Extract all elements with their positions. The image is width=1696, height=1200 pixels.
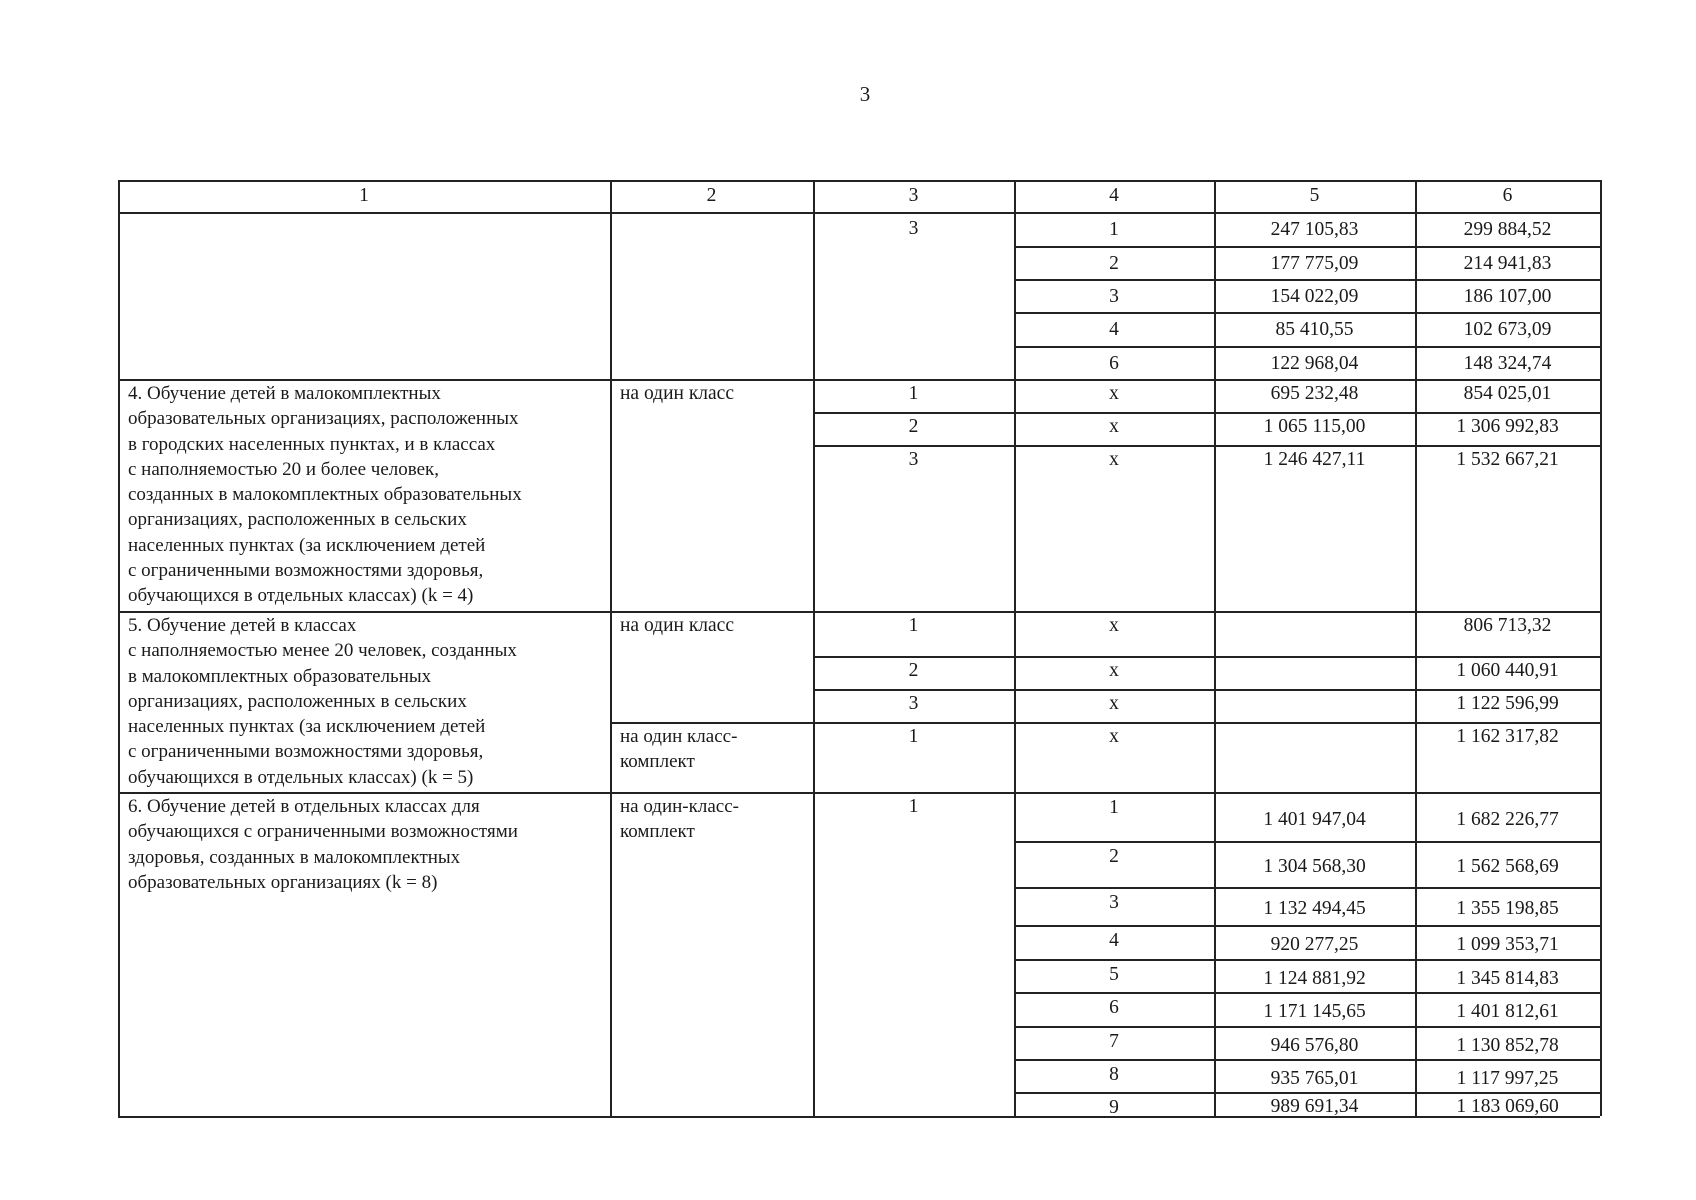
value-col6: 806 713,32 xyxy=(1463,615,1552,636)
section-4-description-line: образовательных организациях, расположенных xyxy=(128,408,519,430)
value-col5: 1 065 115,00 xyxy=(1263,416,1366,437)
section-6-unit-line: на один-класс- xyxy=(620,796,739,817)
section-6-description-line: образовательных организациях (k = 8) xyxy=(128,871,438,893)
section-4-description-line: в городских населенных пунктах, и в классах xyxy=(128,433,496,455)
table-rule xyxy=(1014,312,1600,314)
row-index: 1 xyxy=(1109,797,1119,818)
section-4-unit: на один класс xyxy=(620,383,734,404)
column-header-2: 2 xyxy=(706,185,717,206)
section-5-description-line: в малокомплектных образовательных xyxy=(128,665,432,687)
section-5-description-line: с ограниченными возможностями здоровья, xyxy=(128,741,484,763)
value-col5: 122 968,04 xyxy=(1270,353,1359,374)
value-col6: 1 117 997,25 xyxy=(1456,1068,1559,1089)
class-number: 1 xyxy=(908,615,919,636)
column-header-1: 1 xyxy=(359,185,369,206)
section-5-unit-complect-line: на один класс- xyxy=(620,726,738,747)
value-col6: 1 183 069,60 xyxy=(1456,1096,1559,1117)
section-6-description-line: 6. Обучение детей в отдельных классах для xyxy=(128,796,480,817)
table-rule xyxy=(1014,1059,1600,1061)
row-index: 5 xyxy=(1109,964,1119,985)
value-col6: 1 162 317,82 xyxy=(1456,726,1559,747)
value-col6: 186 107,00 xyxy=(1463,286,1552,307)
class-number: 1 xyxy=(908,383,919,404)
value-col5: 1 304 568,30 xyxy=(1263,856,1366,877)
section-4-description-line: созданных в малокомплектных образовательных xyxy=(128,484,522,506)
value-col6: 1 060 440,91 xyxy=(1456,660,1559,681)
row-index: х xyxy=(1109,660,1119,681)
table-rule xyxy=(813,180,815,1116)
section-6-description-line: здоровья, созданных в малокомплектных xyxy=(128,846,461,868)
section-5-description-line: 5. Обучение детей в классах xyxy=(128,615,357,636)
section-5-description-line: с наполняемостью менее 20 человек, созданных xyxy=(128,640,517,662)
section-6-unit-line: комплект xyxy=(620,821,695,843)
section-4-description-line: с ограниченными возможностями здоровья, xyxy=(128,560,484,582)
table-rule xyxy=(118,180,120,1116)
row-index: 1 xyxy=(1109,219,1119,240)
section-4-description-line: обучающихся в отдельных классах) (k = 4) xyxy=(128,585,474,607)
section-4-description-line: организациях, расположенных в сельских xyxy=(128,509,467,531)
section-6-unit xyxy=(620,794,739,845)
class-number: 2 xyxy=(908,660,919,681)
value-col6: 1 130 852,78 xyxy=(1456,1035,1559,1056)
value-col6: 1 306 992,83 xyxy=(1456,416,1559,437)
row-index: 6 xyxy=(1109,353,1119,374)
row-index: 4 xyxy=(1109,930,1119,951)
row-index: 7 xyxy=(1109,1031,1119,1052)
value-col6: 1 532 667,21 xyxy=(1456,449,1559,470)
table-rule xyxy=(118,180,1600,182)
table-rule xyxy=(1014,887,1600,889)
value-col5: 177 775,09 xyxy=(1270,253,1359,274)
value-col6: 1 345 814,83 xyxy=(1456,968,1559,989)
section-5-unit: на один класс xyxy=(620,615,734,636)
table-rule xyxy=(1014,841,1600,843)
row-index: 9 xyxy=(1109,1097,1119,1118)
section-4-description-line: с наполняемостью 20 и более человек, xyxy=(128,458,440,480)
section-4-description-line: 4. Обучение детей в малокомплектных xyxy=(128,383,441,404)
section-4-description-line: населенных пунктах (за исключением детей xyxy=(128,534,486,556)
table-rule xyxy=(1014,959,1600,961)
section-5-description xyxy=(128,613,517,790)
section-5-unit-complect xyxy=(620,724,737,775)
column-header-4: 4 xyxy=(1109,185,1119,206)
table-rule xyxy=(1014,992,1600,994)
value-col5: 946 576,80 xyxy=(1270,1035,1359,1056)
value-col5: 154 022,09 xyxy=(1270,286,1359,307)
row-index: х xyxy=(1109,383,1119,404)
value-col6: 299 884,52 xyxy=(1463,219,1552,240)
row-index: 4 xyxy=(1109,319,1119,340)
table-rule xyxy=(610,180,612,1116)
value-col5: 1 246 427,11 xyxy=(1263,449,1366,470)
value-col6: 148 324,74 xyxy=(1463,353,1552,374)
value-col5: 1 124 881,92 xyxy=(1263,968,1366,989)
value-col5: 1 401 947,04 xyxy=(1263,809,1366,830)
page-number: 3 xyxy=(859,82,871,106)
table-rule xyxy=(1600,180,1602,1116)
group-class-number: 3 xyxy=(908,218,919,239)
value-col5: 1 171 145,65 xyxy=(1263,1001,1366,1022)
value-col6: 1 355 198,85 xyxy=(1456,898,1559,919)
value-col5: 695 232,48 xyxy=(1270,383,1359,404)
section-4-description xyxy=(128,381,522,609)
value-col6: 102 673,09 xyxy=(1463,319,1552,340)
table-rule xyxy=(1014,279,1600,281)
value-col6: 1 099 353,71 xyxy=(1456,934,1559,955)
section-5-description-line: населенных пунктах (за исключением детей xyxy=(128,716,486,738)
class-number: 1 xyxy=(908,796,919,817)
row-index: 6 xyxy=(1109,997,1119,1018)
row-index: 3 xyxy=(1109,892,1119,913)
section-5-description-line: обучающихся в отдельных классах) (k = 5) xyxy=(128,766,474,788)
value-col5: 920 277,25 xyxy=(1270,934,1359,955)
table-rule xyxy=(1014,346,1600,348)
section-5-description-line: организациях, расположенных в сельских xyxy=(128,690,467,712)
row-index: х xyxy=(1109,449,1119,470)
value-col5: 989 691,34 xyxy=(1270,1096,1359,1117)
value-col6: 1 562 568,69 xyxy=(1456,856,1559,877)
value-col6: 1 401 812,61 xyxy=(1456,1001,1559,1022)
class-number: 3 xyxy=(908,693,919,714)
row-index: 2 xyxy=(1109,253,1119,274)
section-6-description-line: обучающихся с ограниченными возможностями xyxy=(128,821,518,843)
value-col6: 1 682 226,77 xyxy=(1456,809,1559,830)
table-rule xyxy=(1014,925,1600,927)
row-index: 3 xyxy=(1109,286,1119,307)
value-col5: 1 132 494,45 xyxy=(1263,898,1366,919)
value-col5: 85 410,55 xyxy=(1275,319,1354,340)
row-index: х xyxy=(1109,693,1119,714)
column-header-5: 5 xyxy=(1309,185,1320,206)
value-col5: 247 105,83 xyxy=(1270,219,1359,240)
column-header-3: 3 xyxy=(908,185,919,206)
row-index: х xyxy=(1109,726,1119,747)
value-col5: 935 765,01 xyxy=(1270,1068,1359,1089)
table-rule xyxy=(1014,1026,1600,1028)
column-header-6: 6 xyxy=(1502,185,1513,206)
table-rule xyxy=(118,212,1600,214)
section-6-description xyxy=(128,794,518,895)
class-number: 2 xyxy=(908,416,919,437)
row-index: х xyxy=(1109,416,1119,437)
row-index: 2 xyxy=(1109,846,1119,867)
value-col6: 214 941,83 xyxy=(1463,253,1552,274)
value-col6: 854 025,01 xyxy=(1463,383,1552,404)
row-index: х xyxy=(1109,615,1119,636)
class-number: 3 xyxy=(908,449,919,470)
class-number: 1 xyxy=(908,726,919,747)
table-rule xyxy=(1014,246,1600,248)
row-index: 8 xyxy=(1109,1064,1119,1085)
section-5-unit-complect-line: комплект xyxy=(620,751,695,773)
value-col6: 1 122 596,99 xyxy=(1456,693,1559,714)
tariff-table xyxy=(118,180,1600,1116)
